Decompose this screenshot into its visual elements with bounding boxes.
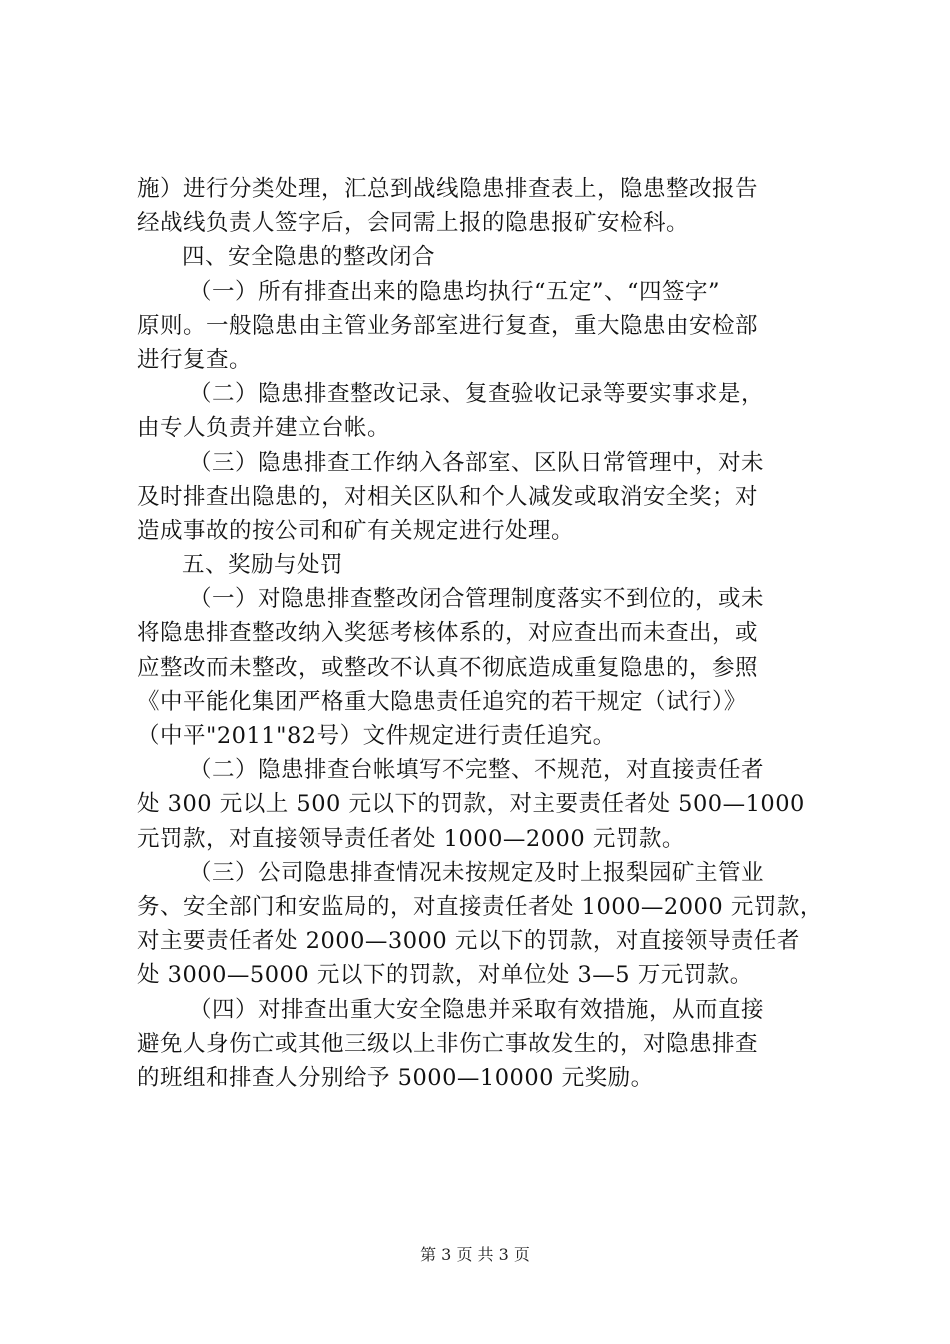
text-line: 元罚款，对直接领导责任者处 1000—2000 元罚款。 [137,825,685,852]
text-line: 将隐患排查整改纳入奖惩考核体系的，对应查出而未查出，或 [137,620,759,647]
text-line: 进行复查。 [137,346,253,373]
paragraph-start: （二）隐患排查台帐填写不完整、不规范，对直接责任者 [189,757,765,784]
text-line: 《中平能化集团严格重大隐患责任追究的若干规定（试行）》 [137,688,747,715]
text-line: 避免人身伤亡或其他三级以上非伤亡事故发生的，对隐患排查 [137,1030,759,1057]
text-line: 的班组和排查人分别给予 5000—10000 元奖励。 [137,1064,654,1091]
text-line: 处 3000—5000 元以下的罚款，对单位处 3—5 万元罚款。 [137,962,753,989]
text-line: 由专人负责并建立台帐。 [137,415,391,442]
text-line: 造成事故的按公司和矿有关规定进行处理。 [137,517,575,544]
text-line: 施）进行分类处理，汇总到战线隐患排查表上，隐患整改报告 [137,176,759,202]
text-line: 原则。一般隐患由主管业务部室进行复查，重大隐患由安检部 [137,312,759,339]
text-line: 应整改而未整改，或整改不认真不彻底造成重复隐患的，参照 [137,654,759,681]
text-line: 务、安全部门和安监局的，对直接责任者处 1000—2000 元罚款， [137,893,823,920]
document-body [137,172,837,1095]
paragraph-start: （三）公司隐患排查情况未按规定及时上报梨园矿主管业 [189,859,765,886]
paragraph-start: （一）对隐患排查整改闭合管理制度落实不到位的，或未 [189,586,765,613]
paragraph-start: （二）隐患排查整改记录、复查验收记录等要实事求是， [189,381,765,408]
text-line: （中平"2011"82号）文件规定进行责任追究。 [137,723,616,749]
paragraph-start: （四）对排查出重大安全隐患并采取有效措施，从而直接 [189,996,765,1023]
text-line: 对主要责任者处 2000—3000 元以下的罚款，对直接领导责任者 [137,928,800,955]
text-line: 及时排查出隐患的，对相关区队和个人减发或取消安全奖；对 [137,483,759,510]
paragraph-start: （一）所有排查出来的隐患均执行“五定”、“四签字” [189,278,721,305]
paragraph-start: （三）隐患排查工作纳入各部室、区队日常管理中，对未 [189,449,765,476]
text-line: 经战线负责人签字后，会同需上报的隐患报矿安检科。 [137,210,690,237]
section-heading: 五、奖励与处罚 [182,552,344,579]
text-line: 处 300 元以上 500 元以下的罚款，对主要责任者处 500—1000 [137,791,805,818]
page-number-footer: 第 3 页 共 3 页 [420,1245,530,1264]
section-heading: 四、安全隐患的整改闭合 [182,244,436,271]
